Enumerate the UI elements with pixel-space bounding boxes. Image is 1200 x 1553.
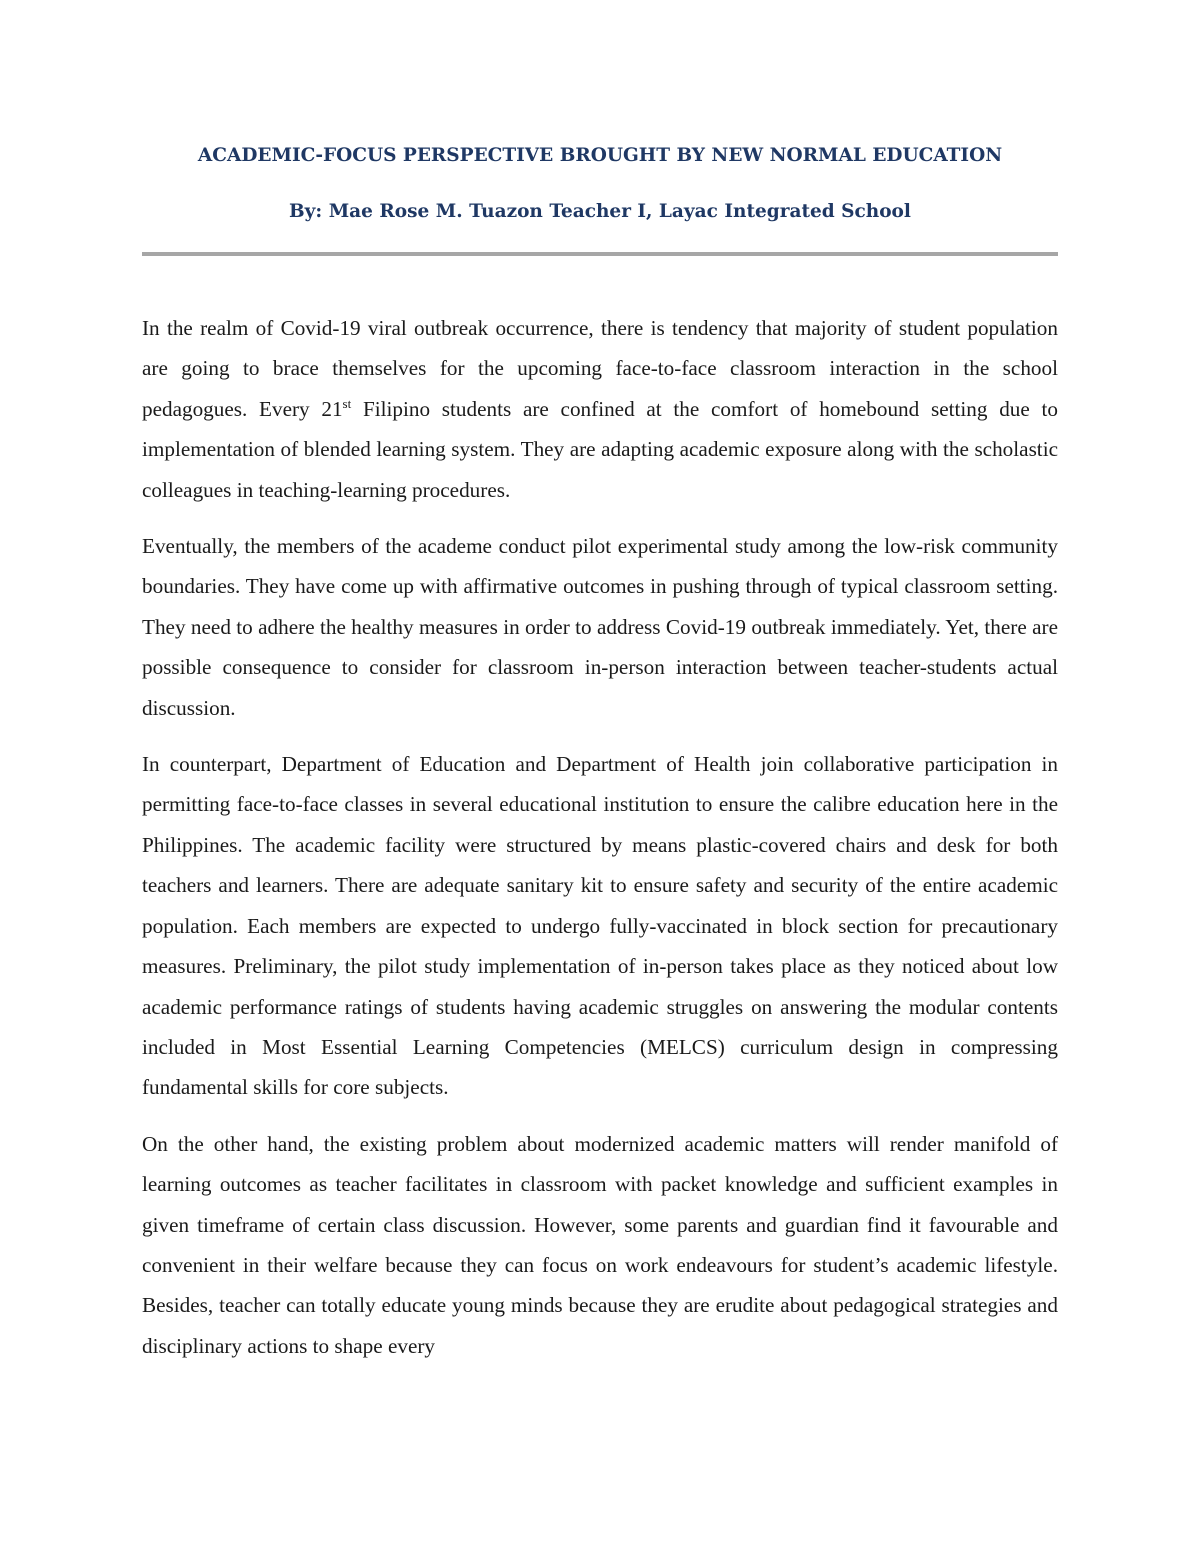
horizontal-divider xyxy=(142,252,1058,256)
document-title: ACADEMIC-FOCUS PERSPECTIVE BROUGHT BY NEW NORMAL EDUCATION xyxy=(197,145,1003,166)
article-body xyxy=(142,308,1058,1382)
paragraph-1 xyxy=(142,308,1058,510)
author-byline: By: Mae Rose M. Tuazon Teacher I, Layac Integrated School xyxy=(289,201,911,222)
paragraph-1-text-end: Filipino students are confined at the comfort of homebound setting due to implementation of blended learning system. They are adapting academic exposure along with the scholastic colleagues in teaching-learning procedures. xyxy=(142,396,1058,502)
paragraph-3: In counterpart, Department of Education and Department of Health join collaborative participation in permitting face-to-face classes in several educational institution to ensure the calibre education here in the Philippines. The academic facility were structured by means plastic-covered chairs and desk for both teachers and learners. There are adequate sanitary kit to ensure safety and security of the entire academic population. Each members are expected to undergo fully-vaccinated in block section for precautionary measures. Preliminary, the pilot study implementation of in-person takes place as they noticed about low academic performance ratings of students having academic struggles on answering the modular contents included in Most Essential Learning Competencies (MELCS) curriculum design in compressing fundamental skills for core subjects. xyxy=(142,752,1058,1100)
paragraph-1-text-start: In the realm of Covid-19 viral outbreak occurrence, there is tendency that majority of student population are going to brace themselves for the upcoming face-to-face classroom interaction in the school pedagogues. Every 21 xyxy=(142,316,1058,421)
paragraph-4: On the other hand, the existing problem about modernized academic matters will render manifold of learning outcomes as teacher facilitates in classroom with packet knowledge and sufficient examples in given timeframe of certain class discussion. However, some parents and guardian find it favourable and convenient in their welfare because they can focus on work endeavours for student’s academic lifestyle. Besides, teacher can totally educate young minds because they are erudite about pedagogical strategies and disciplinary actions to shape every xyxy=(142,1131,1058,1358)
ordinal-superscript: st xyxy=(342,395,352,411)
paragraph-2: Eventually, the members of the academe conduct pilot experimental study among the low-risk community boundaries. They have come up with affirmative outcomes in pushing through of typical classroom setting. They need to adhere the healthy measures in order to address Covid-19 outbreak immediately. Yet, there are possible consequence to consider for classroom in-person interaction between teacher-students actual discussion. xyxy=(142,534,1058,720)
